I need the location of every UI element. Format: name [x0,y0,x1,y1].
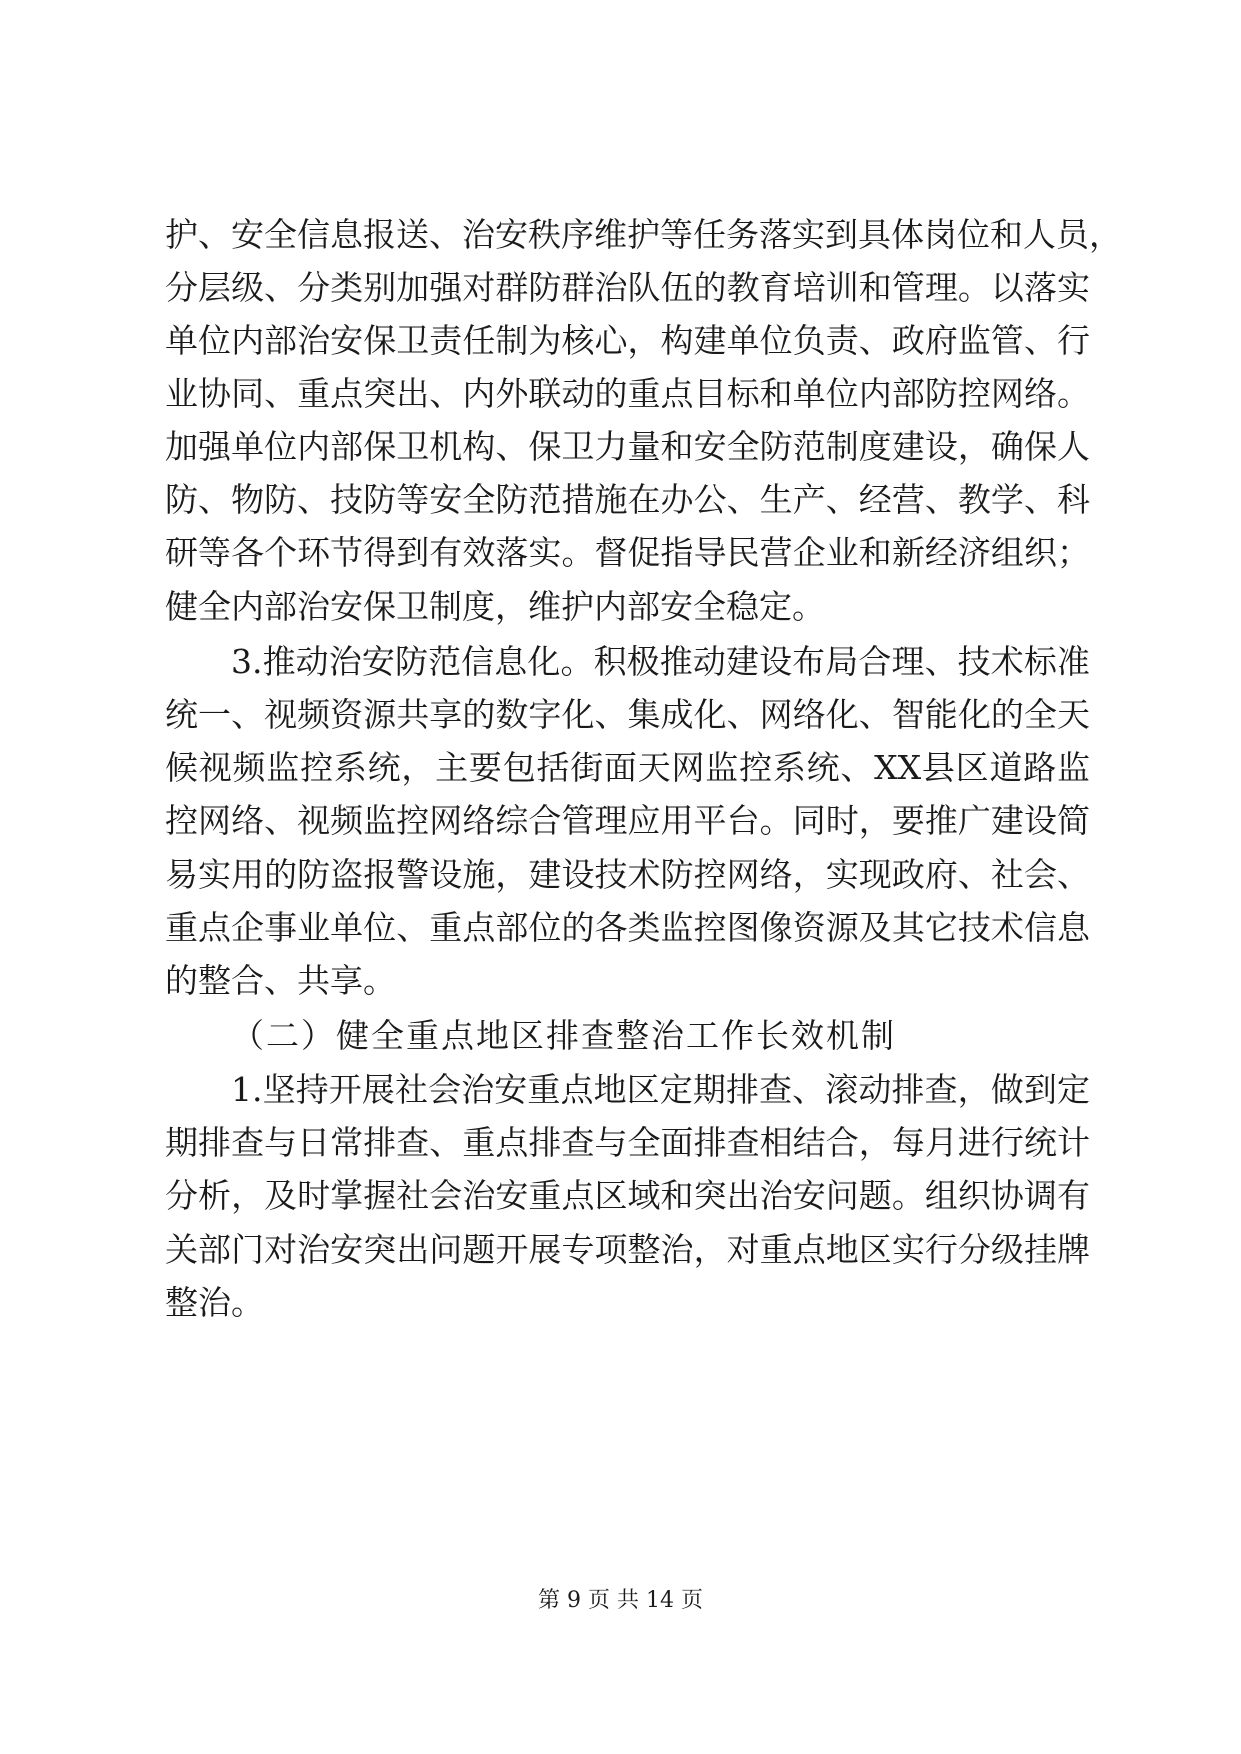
body-text-line: 健全内部治安保卫制度，维护内部安全稳定。 [165,587,825,626]
paragraph-first-line: 1.坚持开展社会治安重点地区定期排查、滚动排查，做到定 [231,1070,1090,1109]
body-text-line: 分析，及时掌握社会治安重点区域和突出治安问题。组织协调有 [165,1176,1090,1215]
body-text-line: 候视频监控系统，主要包括街面天网监控系统、XX县区道路监 [165,748,1090,787]
body-text-line: 护、安全信息报送、治安秩序维护等任务落实到具体岗位和人员， [165,215,1122,254]
body-text-line: 业协同、重点突出、内外联动的重点目标和单位内部防控网络。 [165,374,1090,413]
body-text-line: 分层级、分类别加强对群防群治队伍的教育培训和管理。以落实 [165,268,1090,307]
body-text-line: 关部门对治安突出问题开展专项整治，对重点地区实行分级挂牌 [165,1230,1090,1269]
body-text-line: 单位内部治安保卫责任制为核心，构建单位负责、政府监管、行 [165,321,1090,360]
body-text-line: 研等各个环节得到有效落实。督促指导民营企业和新经济组织； [165,533,1090,572]
section-heading: （二）健全重点地区排查整治工作长效机制 [231,1016,896,1055]
body-text-line: 防、物防、技防等安全防范措施在办公、生产、经营、教学、科 [165,480,1090,519]
body-text-line: 重点企事业单位、重点部位的各类监控图像资源及其它技术信息 [165,908,1090,947]
page-number-footer: 第 9 页 共 14 页 [538,1588,703,1613]
body-text-line: 的整合、共享。 [165,961,396,1000]
body-text-line: 加强单位内部保卫机构、保卫力量和安全防范制度建设，确保人 [165,427,1090,466]
body-text-line: 整治。 [165,1283,264,1322]
body-text-line: 期排查与日常排查、重点排查与全面排查相结合，每月进行统计 [165,1123,1090,1162]
paragraph-first-line: 3.推动治安防范信息化。积极推动建设布局合理、技术标准 [231,642,1090,681]
body-text-line: 统一、视频资源共享的数字化、集成化、网络化、智能化的全天 [165,695,1090,734]
body-text-line: 控网络、视频监控网络综合管理应用平台。同时，要推广建设简 [165,801,1090,840]
body-text-line: 易实用的防盗报警设施，建设技术防控网络，实现政府、社会、 [165,855,1090,894]
